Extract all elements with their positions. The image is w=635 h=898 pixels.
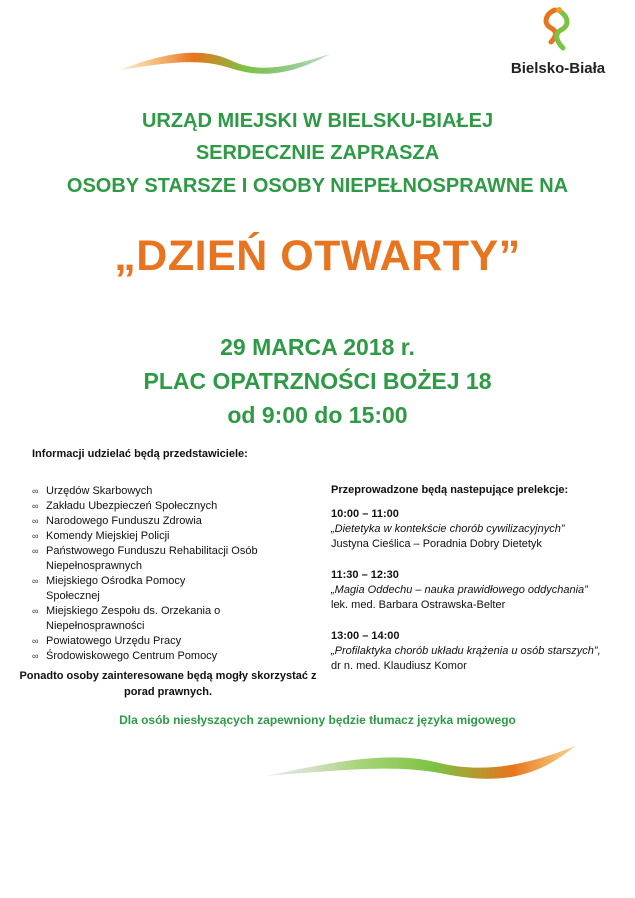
lecture-speaker: Justyna Cieślica – Poradnia Dobry Dietetyk	[331, 538, 542, 550]
list-item: ∞ Urzędów Skarbowych	[32, 485, 153, 497]
event-hours: od 9:00 do 15:00	[227, 402, 408, 428]
bullet-icon: ∞	[32, 636, 39, 646]
representatives-section	[32, 448, 322, 664]
list-item: ∞ Zakładu Ubezpieczeń Społecznych	[32, 500, 218, 512]
decorative-wave-bottom	[265, 736, 575, 786]
bullet-icon: ∞	[32, 651, 39, 661]
lectures-section	[331, 483, 621, 690]
bullet-icon: ∞	[32, 606, 39, 616]
bullet-icon: ∞	[32, 486, 39, 496]
list-item: ∞ Miejskiego Ośrodka Pomocy Społecznej	[32, 575, 186, 602]
event-date: 29 MARCA 2018 r.	[220, 334, 415, 360]
city-logo-text: Bielsko-Biała	[510, 60, 606, 77]
lecture-speaker: lek. med. Barbara Ostrawska-Belter	[331, 599, 506, 611]
list-item: ∞ Państwowego Funduszu Rehabilitacji Osób Niepełnosprawnych	[32, 545, 258, 572]
bullet-icon: ∞	[32, 576, 39, 586]
lecture-time: 10:00 – 11:00	[331, 508, 399, 520]
bullet-icon: ∞	[32, 531, 39, 541]
legal-advice-note: Ponadto osoby zainteresowane będą mogły skorzystać z porad prawnych.	[19, 670, 317, 698]
sign-language-note: Dla osób niesłyszących zapewniony będzie tłumacz języka migowego	[119, 713, 516, 727]
lecture-title: „Magia Oddechu – nauka prawidłowego oddychania”	[331, 584, 588, 596]
headline-organizer: URZĄD MIEJSKI W BIELSKU-BIAŁEJ	[141, 110, 494, 132]
event-place: PLAC OPATRZNOŚCI BOŻEJ 18	[143, 368, 492, 394]
bullet-icon: ∞	[32, 516, 39, 526]
lecture-title: „Profilaktyka chorób układu krążenia u osób starszych”,	[331, 645, 601, 657]
event-title: „DZIEŃ OTWARTY”	[114, 232, 521, 280]
list-item: ∞ Komendy Miejskiej Policji	[32, 530, 170, 542]
headline-audience: OSOBY STARSZE I OSOBY NIEPEŁNOSPRAWNE NA	[66, 175, 569, 197]
city-logo	[503, 6, 613, 86]
lectures-label: Przeprowadzone będą nastepujące prelekcje:	[331, 484, 569, 496]
lecture-item	[331, 507, 621, 552]
list-item: ∞ Środowiskowego Centrum Pomocy	[32, 650, 218, 662]
list-item: ∞ Miejskiego Zespołu ds. Orzekania o Niepełnosprawności	[32, 605, 221, 632]
lecture-time: 13:00 – 14:00	[331, 630, 400, 642]
lecture-speaker: dr n. med. Klaudiusz Komor	[331, 660, 467, 672]
list-item: ∞ Narodowego Funduszu Zdrowia	[32, 515, 202, 527]
lecture-item	[331, 629, 621, 674]
decorative-wave-top	[120, 40, 330, 78]
representatives-list	[32, 484, 322, 664]
lecture-title: „Dietetyka w kontekście chorób cywilizacyjnych”	[331, 523, 565, 535]
bullet-icon: ∞	[32, 546, 39, 556]
representatives-label: Informacji udzielać będą przedstawiciele:	[32, 448, 248, 460]
lecture-time: 11:30 – 12:30	[331, 569, 399, 581]
headline-invite: SERDECZNIE ZAPRASZA	[195, 142, 440, 164]
bullet-icon: ∞	[32, 501, 39, 511]
list-item: ∞ Powiatowego Urzędu Pracy	[32, 635, 182, 647]
lecture-item	[331, 568, 621, 613]
city-logo-icon	[537, 6, 577, 54]
